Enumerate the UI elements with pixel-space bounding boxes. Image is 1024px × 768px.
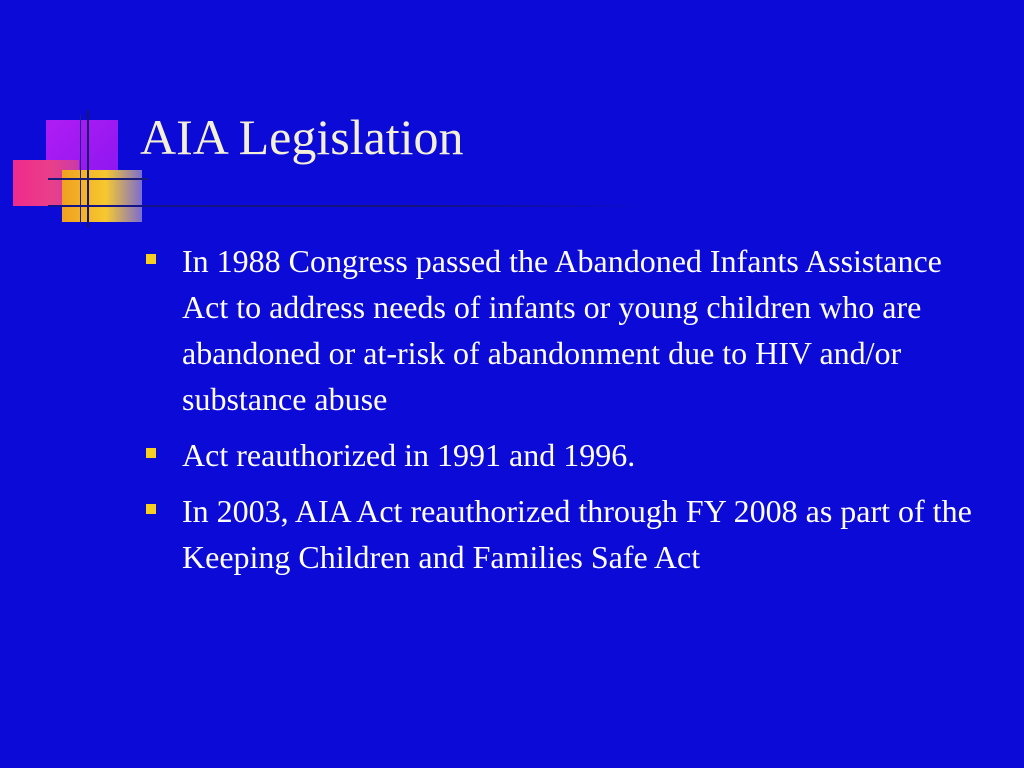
bullet-text: Act reauthorized in 1991 and 1996.: [182, 437, 636, 473]
bullet-text: In 1988 Congress passed the Abandoned Infants Assistance Act to address needs of infants or young children who are abandoned or at-risk of abandonment due to HIV and/or substance abuse: [182, 243, 942, 417]
color-blocks-ornament-icon: [0, 0, 160, 240]
bullet-list: [146, 238, 996, 590]
bullet-item: [146, 238, 996, 422]
ornament-vertical-line: [87, 110, 89, 228]
square-bullet-icon: [146, 504, 156, 514]
ornament-short-line: [48, 178, 148, 180]
bullet-item: [146, 488, 996, 580]
title-underline: [48, 205, 648, 207]
square-bullet-icon: [146, 254, 156, 264]
ornament-divider-line: [80, 115, 81, 225]
slide-title: AIA Legislation: [140, 109, 464, 165]
bullet-item: [146, 432, 996, 478]
square-bullet-icon: [146, 448, 156, 458]
bullet-text: In 2003, AIA Act reauthorized through FY 2008 as part of the Keeping Children and Families Safe Act: [182, 493, 972, 575]
